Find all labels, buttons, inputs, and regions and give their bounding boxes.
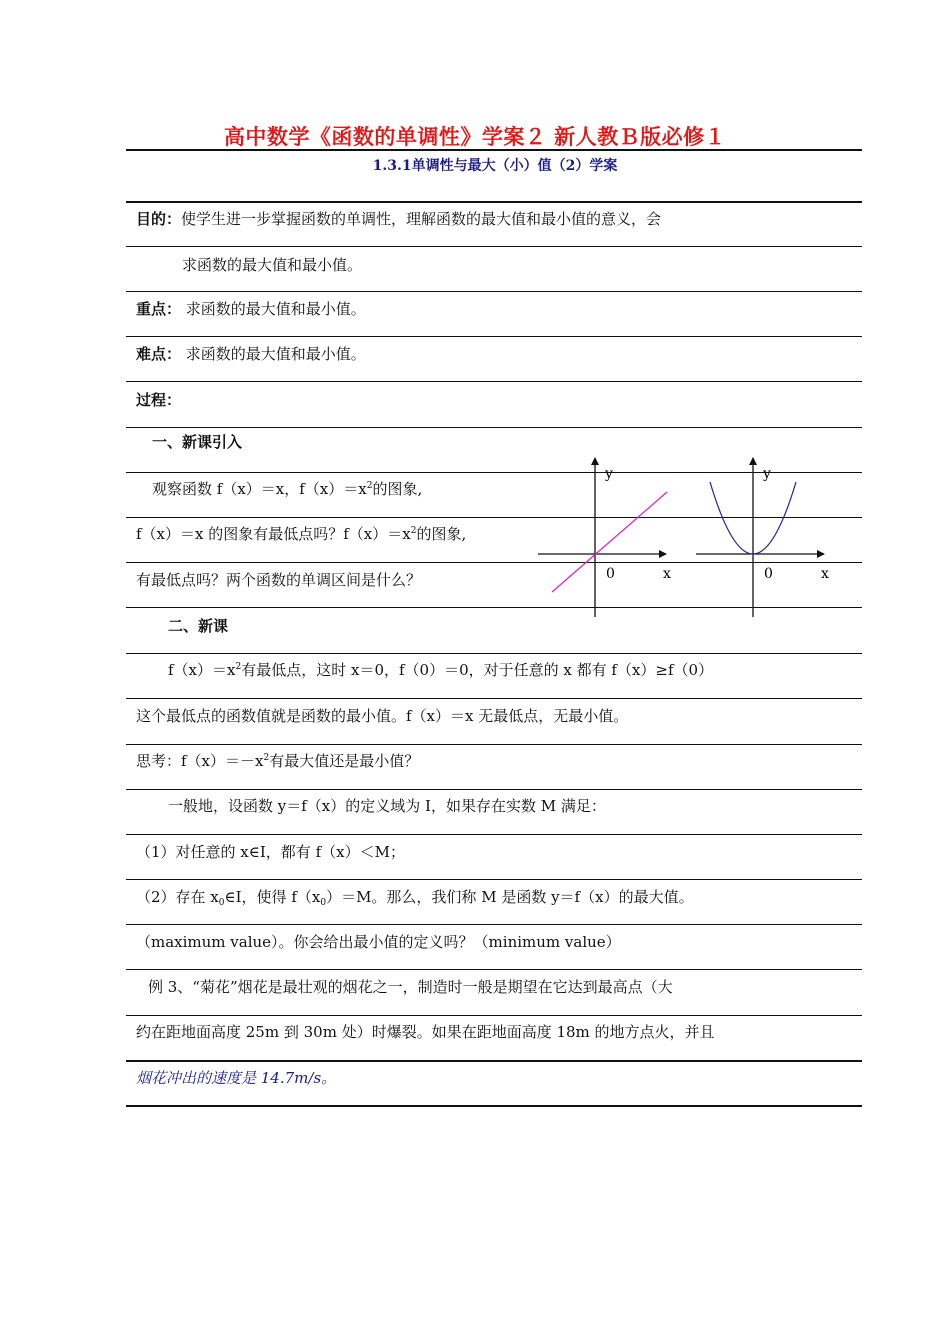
rule <box>126 427 862 428</box>
section2-line2: 这个最低点的函数值就是函数的最小值。f（x）＝x 无最低点，无最小值。 <box>136 707 629 725</box>
goal-text-line2: 求函数的最大值和最小值。 <box>182 256 363 274</box>
rule <box>126 879 862 880</box>
rule <box>126 924 862 925</box>
section1-line3: 有最低点吗？两个函数的单调区间是什么？ <box>136 571 422 589</box>
function-graphs <box>530 455 840 625</box>
right-origin-label: 0 <box>764 566 773 582</box>
example3-line1: 例 3、“菊花”烟花是最壮观的烟花之一，制造时一般是期望在它达到最高点（大 <box>148 978 673 996</box>
table-top-rule <box>126 201 862 203</box>
think-question: 思考：$f(x)=-x^2$有最大值还是最小值？ <box>136 752 420 770</box>
page-title: 高中数学《函数的单调性》学案２ 新人教Ｂ版必修１ <box>223 124 727 149</box>
goal-label: 目的： <box>136 210 182 228</box>
rule <box>126 1060 862 1062</box>
section1-line1: 观察函数 f（x）＝x，$f(x)=x^2$的图象, <box>152 480 423 498</box>
section1-line2: f（x）＝x 的图象有最低点吗？$f(x)=x^2$的图象, <box>136 525 467 543</box>
rule <box>126 653 862 654</box>
rule <box>126 744 862 745</box>
key-point-text: 求函数的最大值和最小值。 <box>185 300 366 318</box>
difficulty-row <box>136 344 856 364</box>
left-y-label: y <box>605 466 613 482</box>
key-point-row <box>136 299 856 319</box>
condition-2: （2）存在 $x_0\in I$，使得 $f(x_0)=M$。那么，我们称 M 是函数 y＝f（x）的最大值。 <box>136 888 694 908</box>
key-point-label: 重点： <box>136 300 182 318</box>
left-origin-label: 0 <box>606 566 615 582</box>
example3-line3: 烟花冲出的速度是 14.7m/s。 <box>136 1069 337 1087</box>
max-min-names: （maximum value）。你会给出最小值的定义吗？（minimum value） <box>136 933 621 951</box>
difficulty-label: 难点： <box>136 345 182 363</box>
goal-row <box>136 209 856 229</box>
table-bottom-rule <box>126 1105 862 1107</box>
rule <box>126 246 862 247</box>
page-subtitle: 1.3.1单调性与最大（小）值（2）学案 <box>372 158 618 174</box>
section2-heading: 二、新课 <box>168 617 229 635</box>
section2-line1: $f(x)=x^2$有最低点，这时 x＝0，f（0）＝0，对于任意的 x 都有 f（x）≥f（0） <box>168 661 714 679</box>
title-rule <box>126 149 862 151</box>
rule <box>126 336 862 337</box>
section1-heading: 一、新课引入 <box>152 433 243 451</box>
example3-line2: 约在距地面高度 25m 到 30m 处）时爆裂。如果在距地面高度 18m 的地方点火，并且 <box>136 1023 715 1041</box>
left-x-label: x <box>663 566 671 582</box>
rule <box>126 789 862 790</box>
process-row <box>136 390 856 410</box>
right-y-label: y <box>763 466 771 482</box>
rule <box>126 969 862 970</box>
difficulty-text: 求函数的最大值和最小值。 <box>185 345 366 363</box>
process-label: 过程： <box>136 391 182 409</box>
rule <box>126 698 862 699</box>
condition-1: （1）对任意的 x∈I，都有 f（x）＜M； <box>136 843 405 861</box>
goal-text-line1: 使学生进一步掌握函数的单调性，理解函数的最大值和最小值的意义，会 <box>181 210 662 228</box>
rule <box>126 1015 862 1016</box>
definition-intro: 一般地，设函数 y＝f（x）的定义域为 I，如果存在实数 M 满足： <box>168 797 606 815</box>
rule <box>126 381 862 382</box>
rule <box>126 291 862 292</box>
rule <box>126 834 862 835</box>
right-x-label: x <box>821 566 829 582</box>
